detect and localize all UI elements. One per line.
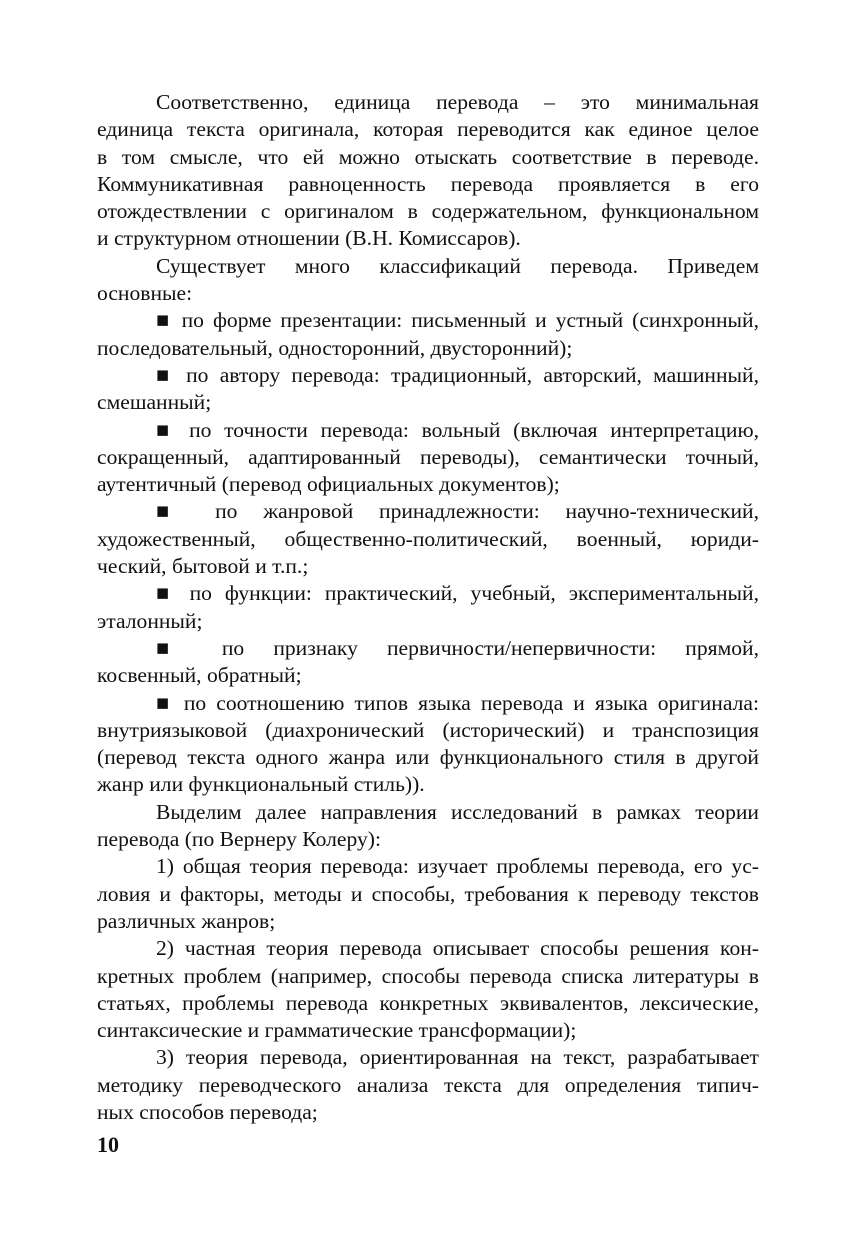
- text-line: и структурном отношении (В.Н. Комиссаров).: [97, 226, 521, 251]
- text-line: ■ по признаку первичности/непервичности: прямой,: [156, 635, 759, 660]
- text-line: основные:: [97, 281, 193, 306]
- text-line: 2) частная теория перевода описывает способы решения кон-: [156, 936, 759, 961]
- item-text-oriented-theory: [97, 1044, 759, 1126]
- text-line: статьях, проблемы перевода конкретных эквивалентов, лексические,: [97, 990, 759, 1015]
- text-line: ■ по соотношению типов языка перевода и языка оригинала:: [156, 690, 759, 715]
- text-line: кретных проблем (например, способы перевода списка литературы в: [97, 963, 759, 988]
- text-line: художественный, общественно-политический, военный, юриди-: [97, 526, 759, 551]
- text-line: (перевод текста одного жанра или функционального стиля в другой: [97, 745, 759, 770]
- text-line: 3) теория перевода, ориентированная на текст, разрабатывает: [156, 1045, 759, 1070]
- page-number: 10: [97, 1132, 119, 1157]
- text-line: отождествлении с оригиналом в содержательном, функциональном: [97, 199, 759, 224]
- text-line: перевода (по Вернеру Колеру):: [97, 827, 381, 852]
- text-line: в том смысле, что ей можно отыскать соответствие в переводе.: [97, 144, 759, 169]
- bullet-form: [97, 307, 759, 362]
- bullet-accuracy: [97, 417, 759, 499]
- text-line: косвенный, обратный;: [97, 663, 302, 688]
- text-line: Коммуникативная равноценность перевода проявляется в его: [97, 171, 759, 196]
- text-line: ных способов перевода;: [97, 1099, 318, 1124]
- paragraph-research-directions: [97, 799, 759, 854]
- text-line: смешанный;: [97, 390, 212, 415]
- text-line: последовательный, односторонний, двусторонний);: [97, 335, 573, 360]
- text-line: 1) общая теория перевода: изучает проблемы перевода, его ус-: [156, 854, 759, 879]
- bullet-genre: [97, 498, 759, 580]
- text-line: ■ по автору перевода: традиционный, авторский, машинный,: [156, 362, 759, 387]
- text-line: жанр или функциональный стиль)).: [97, 772, 425, 797]
- text-line: единица текста оригинала, которая переводится как единое целое: [97, 117, 759, 142]
- text-line: методику переводческого анализа текста для определения типич-: [97, 1072, 759, 1097]
- text-line: эталонный;: [97, 608, 203, 633]
- text-line: Выделим далее направления исследований в рамках теории: [156, 799, 759, 824]
- text-line: Соответственно, единица перевода – это минимальная: [156, 90, 759, 114]
- text-line: ■ по точности перевода: вольный (включая интерпретацию,: [156, 417, 759, 442]
- text-line: внутриязыковой (диахронический (исторический) и транспозиция: [97, 717, 759, 742]
- text-line: ■ по форме презентации: письменный и устный (синхронный,: [156, 308, 759, 333]
- text-line: ческий, бытовой и т.п.;: [97, 554, 309, 579]
- item-general-theory: [97, 853, 759, 935]
- bullet-author: [97, 362, 759, 417]
- paragraph-definition: [97, 89, 759, 253]
- text-line: Существует много классификаций перевода. Приведем: [156, 253, 759, 278]
- paragraph-classifications-intro: [97, 253, 759, 308]
- text-line: синтаксические и грамматические трансформации);: [97, 1018, 577, 1043]
- text-line: различных жанров;: [97, 908, 276, 933]
- bullet-primacy: [97, 635, 759, 690]
- text-line: сокращенный, адаптированный переводы), семантически точный,: [97, 444, 759, 469]
- bullet-language-types: [97, 690, 759, 799]
- text-line: аутентичный (перевод официальных документов);: [97, 472, 560, 497]
- bullet-function: [97, 580, 759, 635]
- text-line: ловия и факторы, методы и способы, требования к переводу текстов: [97, 881, 759, 906]
- text-line: ■ по функции: практический, учебный, экспериментальный,: [156, 581, 759, 606]
- text-line: ■ по жанровой принадлежности: научно-технический,: [156, 499, 759, 524]
- body-text: [97, 89, 759, 1126]
- item-specific-theory: [97, 935, 759, 1044]
